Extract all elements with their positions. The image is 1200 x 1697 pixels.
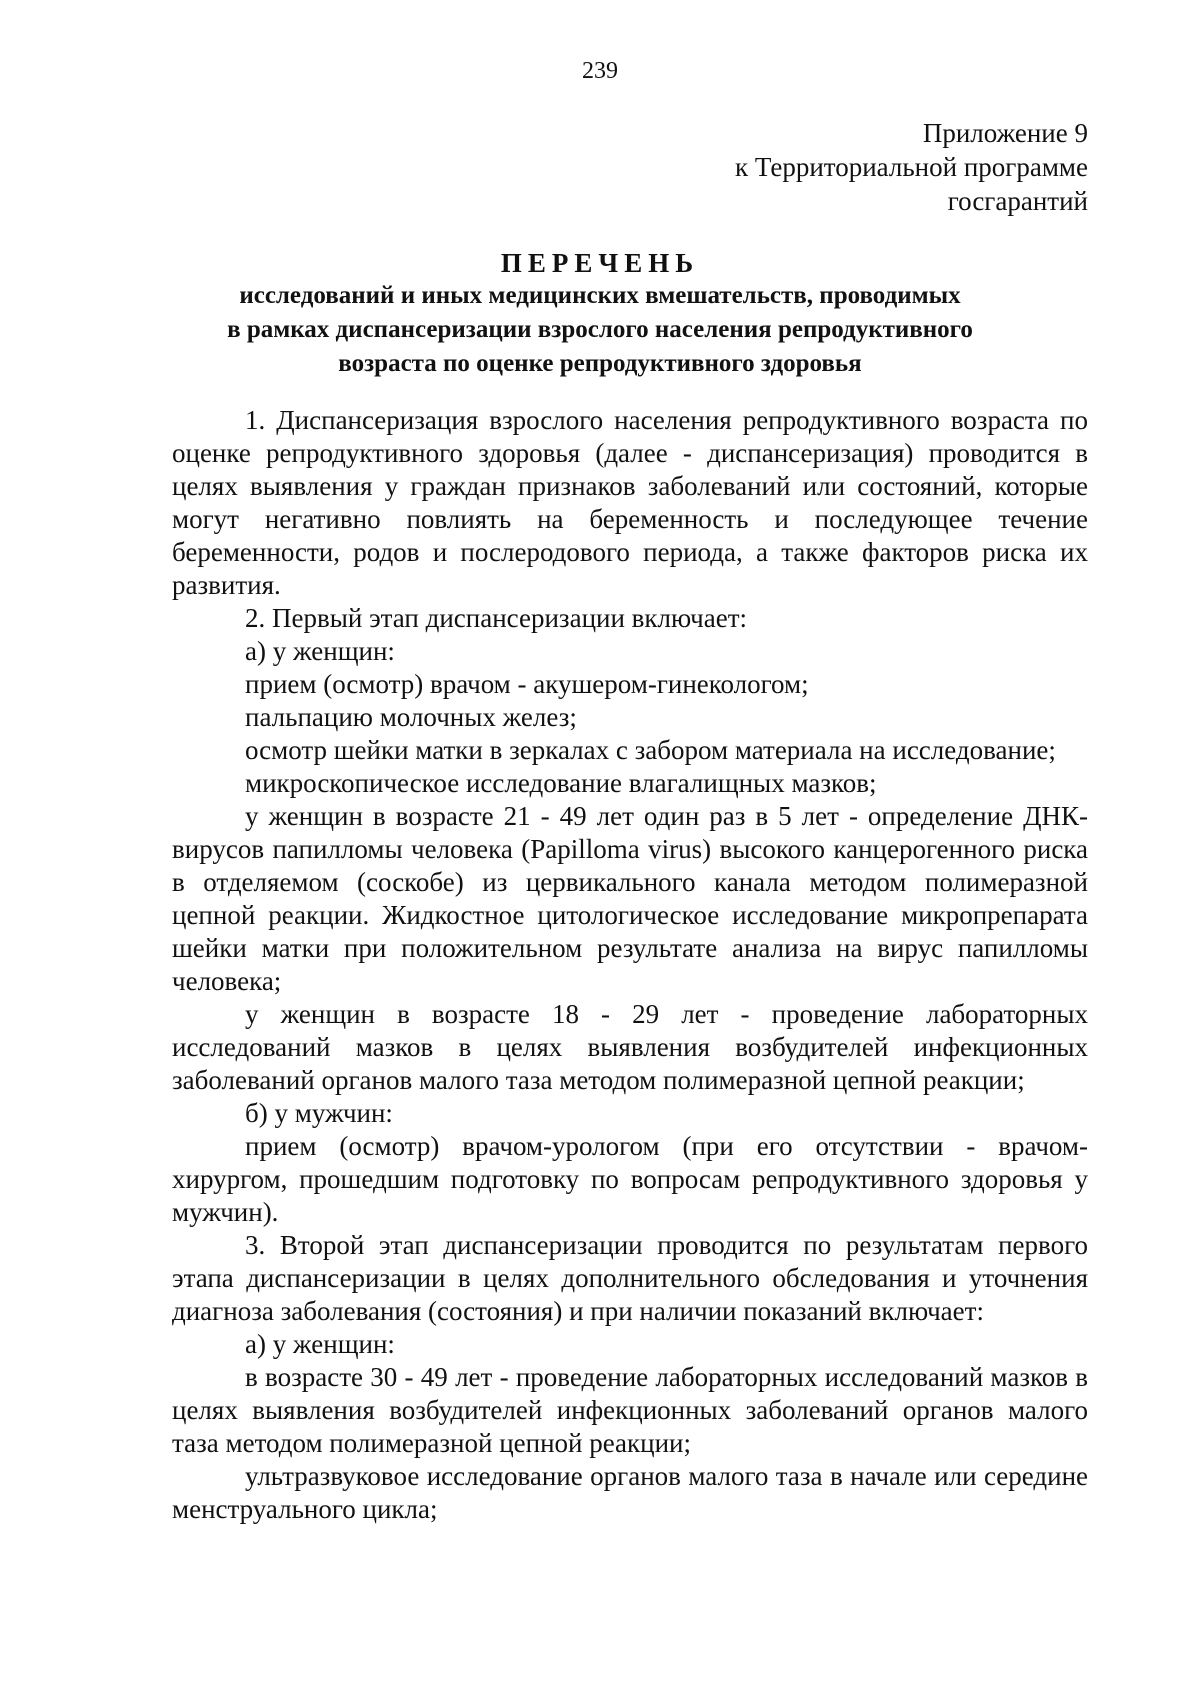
page-number: 239 [582, 58, 618, 84]
appendix-line-3: госгарантий [947, 186, 1088, 216]
appendix-reference [588, 116, 1088, 218]
paragraph: прием (осмотр) врачом - акушером-гинекологом; [245, 669, 809, 699]
body-text [172, 404, 1088, 1526]
heading-title: ПЕРЕЧЕНЬ [500, 248, 700, 278]
appendix-line-2: к Территориальной программе [735, 152, 1088, 182]
paragraph: 3. Второй этап диспансеризации проводится по результатам первого этапа диспансеризации в целях дополнительного обследования и уточнения диагноза заболевания (состояния) и при наличии показаний включает: [172, 1230, 1088, 1326]
heading-subtitle-line-1: исследований и иных медицинских вмешательств, проводимых [239, 282, 961, 309]
paragraph: а) у женщин: [245, 1329, 395, 1359]
document-heading [0, 247, 1200, 381]
paragraph: а) у женщин: [245, 636, 395, 666]
paragraph: пальпацию молочных желез; [245, 702, 577, 732]
paragraph: ультразвуковое исследование органов малого таза в начале или середине менструального цикла; [172, 1461, 1088, 1524]
paragraph: 2. Первый этап диспансеризации включает: [245, 603, 747, 633]
paragraph: осмотр шейки матки в зеркалах с забором материала на исследование; [245, 735, 1056, 765]
paragraph: у женщин в возрасте 18 - 29 лет - проведение лабораторных исследований мазков в целях выявления возбудителей инфекционных заболеваний органов малого таза методом полимеразной цепной реакции; [172, 999, 1088, 1095]
paragraph: 1. Диспансеризация взрослого населения репродуктивного возраста по оценке репродуктивного здоровья (далее - диспансеризация) проводится в целях выявления у граждан признаков заболеваний или состояний, которые могут негативно повлиять на беременность и последующее течение беременности, родов и послеродового периода, а также факторов риска их развития. [172, 405, 1088, 600]
paragraph: прием (осмотр) врачом-урологом (при его отсутствии - врачом-хирургом, прошедшим подготовку по вопросам репродуктивного здоровья у мужчин). [172, 1131, 1088, 1227]
heading-subtitle-line-3: возраста по оценке репродуктивного здоровья [338, 350, 862, 377]
paragraph: б) у мужчин: [245, 1098, 393, 1128]
appendix-line-1: Приложение 9 [922, 118, 1088, 148]
paragraph: у женщин в возрасте 21 - 49 лет один раз в 5 лет - определение ДНК-вирусов папилломы человека (Papilloma virus) высокого канцерогенного риска в отделяемом (соскобе) из цервикального канала методом полимеразной цепной реакции. Жидкостное цитологическое исследование микропрепарата шейки матки при положительном результате анализа на вирус папилломы человека; [172, 801, 1088, 996]
paragraph: в возрасте 30 - 49 лет - проведение лабораторных исследований мазков в целях выявления возбудителей инфекционных заболеваний органов малого таза методом полимеразной цепной реакции; [172, 1362, 1088, 1458]
heading-subtitle-line-2: в рамках диспансеризации взрослого населения репродуктивного [227, 316, 973, 343]
paragraph: микроскопическое исследование влагалищных мазков; [245, 768, 877, 798]
